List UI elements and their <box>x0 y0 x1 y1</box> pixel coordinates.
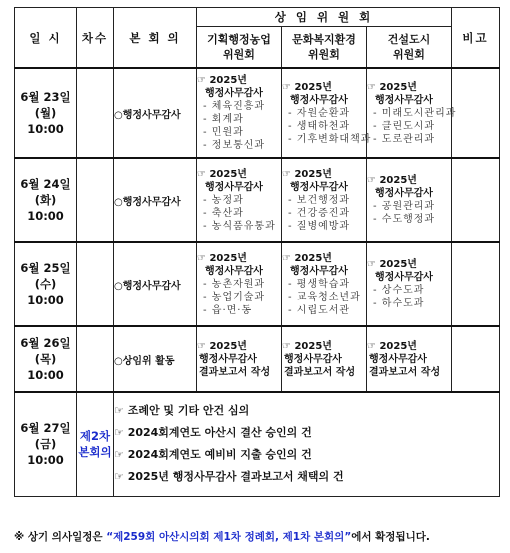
footnote-suffix: 에서 확정됩니다. <box>351 531 430 543</box>
pointing-hand-icon: ☞ <box>282 168 291 180</box>
pointing-hand-icon: ☞ <box>282 340 291 352</box>
row-session <box>77 242 114 326</box>
audit-year: 2025년 <box>379 81 417 93</box>
department-item: - 자원순환과 <box>288 107 351 119</box>
department-item: - 농업기술과 <box>203 291 266 303</box>
committee-cell <box>282 326 367 392</box>
row-remark <box>452 158 500 242</box>
audit-title: 행정사무감사 <box>199 353 257 365</box>
committee-cell <box>282 242 367 326</box>
department-item: - 읍·면·동 <box>203 304 253 316</box>
row-remark <box>452 326 500 392</box>
row-session <box>77 68 114 158</box>
department-list <box>367 107 457 146</box>
header-date: 일 시 <box>15 8 77 69</box>
date-line: (목) <box>34 352 57 366</box>
audit-year: 2025년 <box>294 168 332 180</box>
committee-cell <box>197 68 282 158</box>
department-item: - 하수도과 <box>373 298 425 309</box>
date-line: 6월 25일 <box>20 261 71 275</box>
date-line: 6월 27일 <box>20 421 71 436</box>
department-item: - 상수도과 <box>373 285 425 296</box>
department-item: - 농정과 <box>203 194 244 206</box>
department-item: - 클린도시과 <box>373 120 436 132</box>
report-task: 결과보고서 작성 <box>199 366 271 378</box>
header-committee-3: 건설도시 위원회 <box>367 27 452 69</box>
date-line: 10:00 <box>27 368 64 382</box>
audit-title: 행정사무감사 <box>375 272 433 283</box>
department-item: - 기후변화대책과 <box>288 133 372 145</box>
pointing-hand-icon: ☞ <box>197 340 206 352</box>
row-plenary: ○행정사무감사 <box>114 242 197 326</box>
date-line: 10:00 <box>27 453 64 468</box>
department-item: - 생태하천과 <box>288 120 351 132</box>
agenda-item: ☞ 2025년 행정사무감사 결과보고서 채택의 건 <box>114 470 344 484</box>
audit-heading <box>367 340 451 353</box>
row-plenary: ○행정사무감사 <box>114 158 197 242</box>
row-session <box>77 392 114 496</box>
row-date <box>15 158 77 242</box>
agenda-list <box>114 392 500 496</box>
audit-title: 행정사무감사 <box>375 188 433 199</box>
row-remark <box>452 68 500 158</box>
row-plenary: ○상임위 활동 <box>114 326 197 392</box>
committee-cell <box>197 242 282 326</box>
audit-heading <box>197 252 281 265</box>
department-item: - 농식품유통과 <box>203 220 276 232</box>
department-item: - 교육청소년과 <box>288 291 361 303</box>
audit-title: 행정사무감사 <box>284 353 342 365</box>
audit-heading <box>367 258 451 271</box>
department-list <box>197 194 281 233</box>
audit-heading <box>197 168 281 181</box>
schedule-row-final <box>15 392 500 496</box>
footnote <box>14 529 504 544</box>
audit-heading <box>282 81 366 94</box>
date-line: 10:00 <box>27 209 64 223</box>
date-line: 10:00 <box>27 122 64 136</box>
pointing-hand-icon: ☞ <box>367 259 376 270</box>
department-item: - 회계과 <box>203 114 244 125</box>
audit-title: 행정사무감사 <box>205 265 263 277</box>
pointing-hand-icon: ☞ <box>282 81 291 93</box>
footnote-highlight: “제259회 아산시의회 제1차 정례회, 제1차 본회의” <box>106 531 352 543</box>
committee-cell <box>197 158 282 242</box>
header-committee-1: 기획행정농업 위원회 <box>197 27 282 69</box>
row-session <box>77 158 114 242</box>
agenda-item: ☞ 조례안 및 기타 안건 심의 <box>114 404 250 418</box>
department-item: - 민원과 <box>203 127 244 138</box>
committee-cell <box>367 68 457 158</box>
department-item: - 도로관리과 <box>373 133 436 145</box>
audit-heading <box>282 168 366 181</box>
date-line: 6월 23일 <box>20 90 71 104</box>
header-session: 차수 <box>77 8 114 69</box>
row-date <box>15 392 77 496</box>
audit-year: 2025년 <box>209 75 247 86</box>
department-list <box>367 284 451 310</box>
audit-heading <box>282 252 366 265</box>
audit-year: 2025년 <box>294 340 332 352</box>
committee-cell <box>197 326 282 392</box>
pointing-hand-icon: ☞ <box>282 252 291 264</box>
date-line: 10:00 <box>27 293 64 307</box>
department-item: - 보건행정과 <box>288 194 351 206</box>
department-item: - 공원관리과 <box>373 201 436 212</box>
department-list <box>197 278 281 317</box>
row-date <box>15 68 77 158</box>
date-line: (수) <box>34 277 57 291</box>
session-line: 본회의 <box>78 445 112 460</box>
pointing-hand-icon: ☞ <box>367 81 376 93</box>
date-line: (화) <box>34 193 57 207</box>
pointing-hand-icon: ☞ <box>197 75 206 86</box>
report-task: 결과보고서 작성 <box>284 366 356 378</box>
audit-year: 2025년 <box>209 340 247 352</box>
header-committee-2: 문화복지환경 위원회 <box>282 27 367 69</box>
schedule-row <box>15 158 500 242</box>
audit-title: 행정사무감사 <box>290 265 348 277</box>
audit-year: 2025년 <box>379 259 417 270</box>
department-item: - 축산과 <box>203 207 244 219</box>
date-line: 6월 24일 <box>20 177 71 191</box>
report-task: 결과보고서 작성 <box>369 366 441 378</box>
department-item: - 건강증진과 <box>288 207 351 219</box>
department-list <box>367 200 451 226</box>
schedule-row <box>15 326 500 392</box>
pointing-hand-icon: ☞ <box>367 340 376 352</box>
schedule-table <box>14 7 500 497</box>
audit-title: 행정사무감사 <box>205 181 263 193</box>
row-date <box>15 326 77 392</box>
date-line: 6월 26일 <box>20 336 71 350</box>
session-line: 제2차 <box>79 429 111 444</box>
header-committees-group: 상 임 위 원 회 <box>197 8 452 27</box>
pointing-hand-icon: ☞ <box>197 168 206 180</box>
date-line: (월) <box>34 106 57 120</box>
audit-title: 행정사무감사 <box>290 94 348 106</box>
schedule-row <box>15 68 500 158</box>
audit-year: 2025년 <box>294 252 332 264</box>
department-item: - 질병예방과 <box>288 220 351 232</box>
department-list <box>282 278 366 317</box>
department-list <box>282 194 366 233</box>
audit-heading <box>367 174 451 187</box>
audit-title: 행정사무감사 <box>369 353 427 365</box>
audit-heading <box>282 340 366 353</box>
row-plenary: ○행정사무감사 <box>114 68 197 158</box>
row-session <box>77 326 114 392</box>
department-list <box>197 100 281 152</box>
header-remark: 비고 <box>452 8 500 69</box>
audit-year: 2025년 <box>379 175 417 186</box>
agenda-item: ☞ 2024회계연도 아산시 결산 승인의 건 <box>114 426 312 440</box>
department-list <box>282 107 372 146</box>
audit-heading <box>367 81 451 94</box>
audit-heading <box>197 74 281 87</box>
audit-year: 2025년 <box>209 252 247 264</box>
department-item: - 평생학습과 <box>288 278 351 290</box>
footnote-prefix: ※ 상기 의사일정은 <box>14 531 107 543</box>
row-remark <box>452 242 500 326</box>
committee-cell <box>367 158 452 242</box>
committee-cell <box>282 68 372 158</box>
audit-title: 행정사무감사 <box>375 94 433 106</box>
audit-title: 행정사무감사 <box>290 181 348 193</box>
department-item: - 수도행정과 <box>373 214 436 225</box>
audit-year: 2025년 <box>294 81 332 93</box>
pointing-hand-icon: ☞ <box>367 175 376 186</box>
committee-cell <box>282 158 367 242</box>
audit-year: 2025년 <box>209 168 247 180</box>
committee-cell <box>367 326 452 392</box>
audit-title: 행정사무감사 <box>205 88 263 99</box>
department-item: - 정보통신과 <box>203 140 266 151</box>
row-date <box>15 242 77 326</box>
pointing-hand-icon: ☞ <box>197 252 206 264</box>
date-line: (금) <box>34 437 57 452</box>
header-plenary: 본 회 의 <box>114 8 197 69</box>
audit-year: 2025년 <box>379 340 417 352</box>
department-item: - 미래도시관리과 <box>373 107 457 119</box>
department-item: - 시립도서관 <box>288 304 351 316</box>
committee-cell <box>367 242 452 326</box>
schedule-row <box>15 242 500 326</box>
department-item: - 체육진흥과 <box>203 101 266 112</box>
department-item: - 농촌자원과 <box>203 278 266 290</box>
agenda-item: ☞ 2024회계연도 예비비 지출 승인의 건 <box>114 448 312 462</box>
audit-heading <box>197 340 281 353</box>
